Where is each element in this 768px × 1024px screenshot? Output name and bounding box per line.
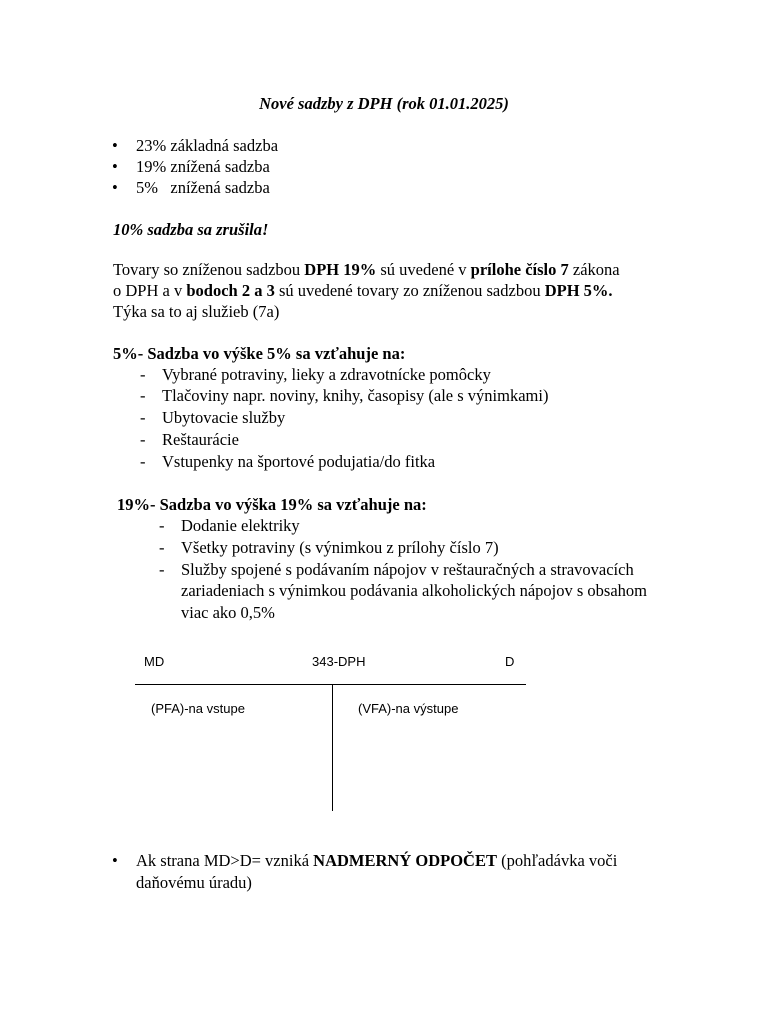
rate-item-5: • 5% znížená sadzba xyxy=(136,177,270,199)
sec5-item: - Tlačoviny napr. noviny, knihy, časopisy (ale s výnimkami) xyxy=(162,385,548,407)
t-account-vertical-line xyxy=(332,684,333,811)
final-note-line-2: daňovému úradu) xyxy=(136,873,252,892)
paragraph-line-2 xyxy=(113,280,613,302)
bold-annex7: prílohe číslo 7 xyxy=(470,260,569,279)
text-segment: o DPH a v xyxy=(113,281,187,300)
sec19-item: - Dodanie elektriky xyxy=(181,515,300,537)
abolished-rate-note: 10% sadzba sa zrušila! xyxy=(113,220,269,239)
sec5-item: - Vstupenky na športové podujatia/do fitka xyxy=(162,451,435,473)
t-account-debit-label: MD xyxy=(144,654,165,669)
bold-dph19: DPH 19% xyxy=(304,260,377,279)
rate-item-23: • 23% základná sadzba xyxy=(136,135,278,157)
paragraph-line-3: Týka sa to aj služieb (7a) xyxy=(113,302,280,321)
text-segment: sú uvedené v xyxy=(376,260,471,279)
sec5-item: - Vybrané potraviny, lieky a zdravotnícke pomôcky xyxy=(162,364,491,386)
sec19-heading: 19%- Sadzba vo výška 19% sa vzťahuje na: xyxy=(117,495,427,514)
text-segment: sú uvedené tovary zo zníženou sadzbou xyxy=(274,281,545,300)
text-segment: Tovary so zníženou sadzbou xyxy=(113,260,305,279)
t-account-horizontal-line xyxy=(135,684,526,685)
bold-points: bodoch 2 a 3 xyxy=(186,281,275,300)
text-segment: Ak strana MD>D= vzniká xyxy=(136,851,314,870)
final-note-line-1 xyxy=(136,850,617,872)
text-segment: zákona xyxy=(568,260,620,279)
sec5-heading: 5%- Sadzba vo výške 5% sa vzťahuje na: xyxy=(113,344,406,363)
sec19-item-continuation: zariadeniach s výnimkou podávania alkoholických nápojov s obsahom xyxy=(181,581,648,600)
paragraph-line-1 xyxy=(113,259,620,281)
rate-item-19: • 19% znížená sadzba xyxy=(136,156,270,178)
t-account-title: 343-DPH xyxy=(312,654,366,669)
bold-dph5: DPH 5%. xyxy=(544,281,613,300)
sec5-item: - Ubytovacie služby xyxy=(162,407,285,429)
sec5-item: - Reštaurácie xyxy=(162,429,239,451)
bold-excess-deduction: NADMERNÝ ODPOČET xyxy=(313,851,497,870)
t-account-credit-label: D xyxy=(505,654,515,669)
sec19-item: - Služby spojené s podávaním nápojov v reštauračných a stravovacích xyxy=(181,559,634,581)
sec19-item: - Všetky potraviny (s výnimkou z prílohy číslo 7) xyxy=(181,537,499,559)
sec19-item-continuation: viac ako 0,5% xyxy=(181,603,275,622)
t-account-right-entry: (VFA)-na výstupe xyxy=(358,701,459,716)
text-segment: (pohľadávka voči xyxy=(496,851,618,870)
page-title: Nové sadzby z DPH (rok 01.01.2025) xyxy=(259,94,509,113)
t-account-left-entry: (PFA)-na vstupe xyxy=(151,701,245,716)
